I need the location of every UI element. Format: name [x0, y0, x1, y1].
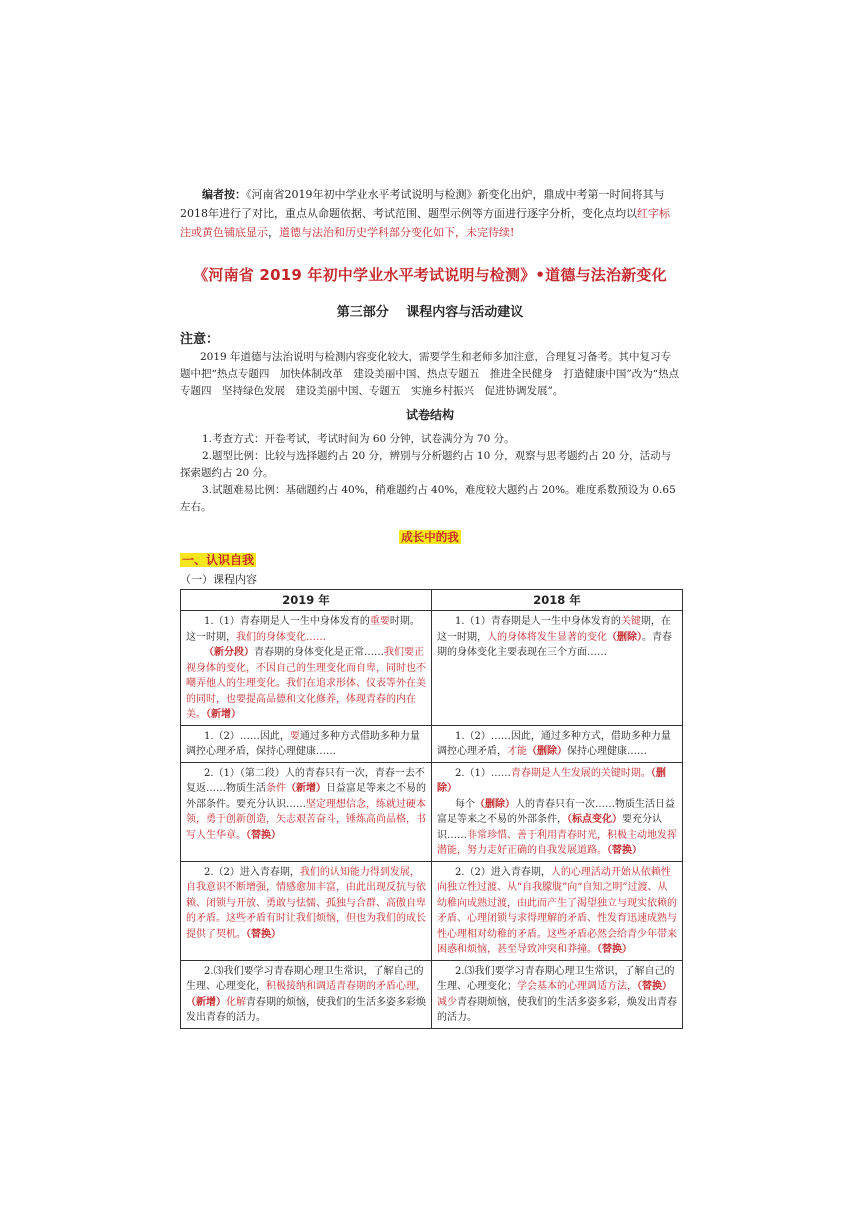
cell-text: 保持心理健康…… — [567, 746, 647, 757]
cell-2018 — [432, 611, 683, 726]
header-2018: 2018 年 — [432, 590, 683, 611]
changed-text: 人的身体将发生显著的变化 — [487, 631, 607, 643]
changed-text: 学会基本的心理调适方法， — [517, 981, 637, 992]
table-row — [181, 725, 683, 762]
change-tag: （替换） — [597, 944, 632, 955]
changed-text: 我们的身体变化…… — [236, 631, 326, 643]
changed-text: 青春期是人生发展的关键时期。 — [510, 767, 651, 779]
cell-2019 — [181, 725, 432, 762]
cell-text: 时期。这一时期， — [186, 616, 420, 643]
cell-text: 2.⑶我们要学习青春期心理卫生常识，了解自己的生理、心理变化； — [437, 965, 675, 992]
changed-text: 才能 — [507, 746, 527, 757]
table-body — [181, 611, 683, 1029]
changed-text: 化解 — [226, 996, 246, 1008]
editor-note-lead: 编者按： — [202, 188, 246, 201]
change-tag: （删除） — [607, 631, 642, 643]
change-tag: （新增） — [286, 783, 326, 794]
cell-text: 1.（1）青春期是人一生中身体发育的 — [455, 616, 621, 627]
cell-text: 青春期的烦恼，使我们的生活多姿多彩焕发出青春的活力。 — [186, 996, 426, 1023]
structure-item: 3.试题难易比例：基础题约占 40%，稍难题约占 40%，难度较大题约占 20%。难度系数预设为 0.65 左右。 — [180, 484, 676, 513]
header-2019: 2019 年 — [181, 590, 432, 611]
change-tag: （删除） — [475, 798, 515, 810]
cell-text: 。青春期的身体变化主要表现在三个方面…… — [437, 631, 672, 658]
change-tag: （删除） — [527, 746, 567, 757]
cell-text: 2.⑶我们要学习青春期心理卫生常识，了解自己的生理、心理变化， — [186, 965, 424, 992]
editor-note — [180, 185, 680, 242]
cell-text: 2.（2）进入青春期， — [204, 866, 300, 878]
notice-label: 注意： — [180, 332, 220, 347]
change-tag: （替换） — [637, 981, 672, 992]
section-center-heading — [180, 526, 680, 545]
cell-2019 — [181, 762, 432, 861]
course-label: （一）课程内容 — [180, 573, 257, 586]
change-tag: （新分段） — [204, 647, 254, 658]
cell-text: 人的青春只有一次……物质生活日益富足等来之不易的外部条件， — [437, 798, 675, 825]
part-title: 第三部分 课程内容与活动建议 — [336, 305, 524, 320]
cell-2018 — [432, 725, 683, 762]
table-row — [181, 960, 683, 1028]
table-row — [181, 861, 683, 960]
change-tag: （新增） — [206, 709, 241, 720]
notice-body: 2019 年道德与法治说明与检测内容变化较大，需要学生和老师多加注意，合理复习备考。其中复习专题中把“热点专题四 加快体制改革 建设美丽中国、热点专题五 推进全民健身 打造健康中国”改为“热点专题四 坚持绿色发展 建设美丽中国、专题五 实施乡村振兴 促进协调发展”。 — [180, 351, 680, 397]
section-heading — [180, 551, 680, 568]
change-tag: （替换） — [246, 928, 281, 940]
structure-title: 试卷结构 — [405, 408, 454, 422]
cell-text: 每个 — [455, 798, 475, 810]
cell-text: 2.（1）（第二段）人的青春只有一次，青春一去不复返……物质生活 — [186, 767, 425, 794]
changed-text: 条件 — [266, 783, 286, 794]
section-center-label: 成长中的我 — [401, 530, 459, 544]
changed-text: 人的心理活动开始从依赖性向独立性过渡、从“自我朦胧”向“自知之明”过渡、从幼稚向成熟过渡，由此而产生了渴望独立与现实依赖的矛盾、心理闭锁与求得理解的矛盾、性发育迅速成熟与性心理相对幼稚的矛盾。这些矛盾必然会给青少年带来困惑和烦恼，甚至导致冲突和莽撞。 — [437, 866, 677, 955]
editor-note-text: 《河南省2019年初中学业水平考试说明与检测》新变化出炉，鼎成中考第一时间将其与2018年进行了对比，重点从命题依据、考试范围、题型示例等方面进行逐字分析，变化点均以 — [180, 188, 665, 220]
cell-text: 1.（2）……因此，通过多种方式，借助多种力量调控心理矛盾， — [437, 730, 671, 757]
change-tag: （标点变化） — [567, 814, 622, 825]
structure-item: 1.考查方式：开卷考试，考试时间为 60 分钟，试卷满分为 70 分。 — [202, 433, 515, 445]
changed-text: 非常珍惜、善于利用青春时光，积极主动地发挥潜能，努力走好正确的自我发展道路。 — [437, 829, 677, 856]
changed-text: 要 — [289, 730, 300, 742]
changed-text: 积极接纳和调适青春期的矛盾心理， — [266, 981, 426, 992]
cell-text: 2.（2）进入青春期， — [455, 866, 551, 878]
cell-2019 — [181, 960, 432, 1028]
section-heading-label: 一、认识自我 — [182, 553, 255, 567]
editor-note-red-text-2: 道德与法治和历史学科部分变化如下，未完待续! — [279, 226, 515, 239]
change-tag: （新增） — [186, 996, 226, 1008]
editor-note-red-text: 红字标注或黄色铺底显示 — [180, 207, 670, 239]
changed-text: 我们的认知能力得到发展，自我意识不断增强，情感愈加丰富，由此出现反抗与依赖、闭锁与开放、勇敢与怯懦、孤独与合群、高傲自卑的矛盾。这些矛盾有时让我们烦恼，但也为我们的成长提供了契机。 — [186, 866, 426, 940]
table-row — [181, 611, 683, 726]
change-tag: （替换） — [246, 829, 281, 841]
cell-text: 1.（2）……因此， — [204, 730, 290, 742]
cell-text: 青春期烦恼，使我们的生活多姿多彩，焕发出青春的活力。 — [437, 996, 677, 1023]
cell-text: 1.（1）青春期是人一生中身体发育的 — [204, 616, 370, 627]
cell-2018 — [432, 861, 683, 960]
change-tag: （替换） — [607, 845, 642, 856]
editor-note-separator: ， — [268, 226, 279, 239]
comparison-table — [180, 589, 683, 1029]
change-tag: （删除） — [437, 767, 666, 794]
structure-list — [180, 431, 680, 516]
cell-2019 — [181, 861, 432, 960]
main-title: 《河南省 2019 年初中学业水平考试说明与检测》•道德与法治新变化 — [193, 266, 667, 284]
cell-text: 2.（1）…… — [455, 767, 511, 779]
cell-text: 通过多种方式借助多种力量调控心理矛盾，保持心理健康…… — [186, 730, 420, 757]
cell-text: 要充分认识…… — [437, 814, 662, 841]
changed-text: 重要 — [369, 616, 390, 627]
table-row — [181, 762, 683, 861]
table-header-row — [181, 590, 683, 611]
cell-2019 — [181, 611, 432, 726]
cell-text: 期，在这一时期， — [437, 616, 671, 643]
cell-2018 — [432, 762, 683, 861]
cell-2018 — [432, 960, 683, 1028]
cell-text: 日益富足等来之不易的外部条件。要充分认识…… — [186, 783, 426, 810]
changed-text: 我们要正视身体的变化，不因自己的生理变化而自卑，同时也不嘲弄他人的生理变化。我们在追求形体、仪表等外在美的同时，也要提高品德和文化修养，体现青春的内在美。 — [186, 647, 426, 720]
changed-text: 坚定理想信念，练就过硬本领，勇于创新创造，矢志艰苦奋斗，锤炼高尚品格，书写人生华章。 — [186, 798, 426, 841]
changed-text: 关键 — [620, 616, 641, 627]
document-page — [180, 185, 680, 1029]
changed-text: 减少 — [437, 996, 457, 1008]
structure-item: 2.题型比例：比较与选择题约占 20 分，辨别与分析题约占 10 分，观察与思考题约占 20 分，活动与探索题约占 20 分。 — [180, 450, 672, 479]
cell-text: 青春期的身体变化是正常…… — [254, 647, 384, 658]
